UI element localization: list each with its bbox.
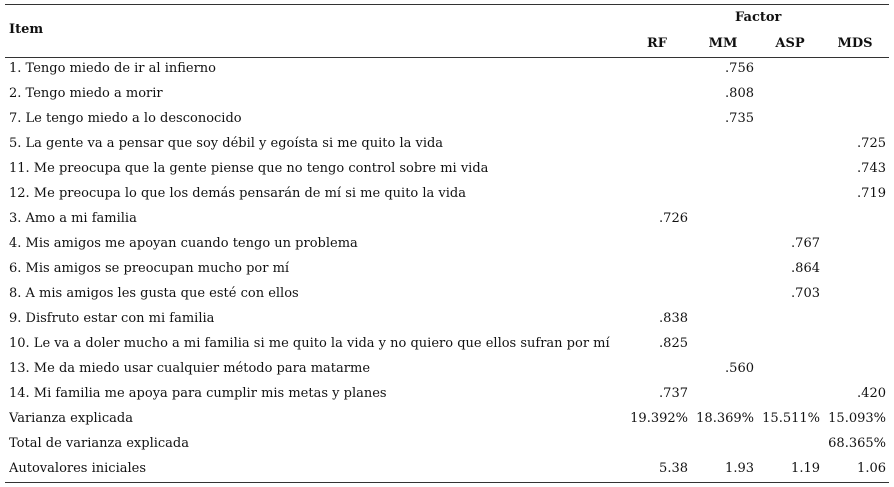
factor-value-cell: .838	[659, 311, 688, 326]
table-row	[0, 232, 894, 257]
factor-value-cell: .735	[725, 111, 754, 126]
column-header-mds: MDS	[837, 36, 873, 51]
factor-value-cell: .864	[791, 261, 820, 276]
factor-value-cell: 18.369%	[696, 411, 754, 426]
table-row	[0, 157, 894, 182]
table-row	[0, 357, 894, 382]
row-label: 13. Me da miedo usar cualquier método para matarme	[9, 361, 371, 376]
factor-value-cell: .719	[857, 186, 886, 201]
row-label: 1. Tengo miedo de ir al infierno	[9, 61, 217, 76]
row-label: Autovalores iniciales	[9, 461, 147, 476]
row-label: 5. La gente va a pensar que soy débil y egoísta si me quito la vida	[9, 136, 444, 151]
table-row	[0, 182, 894, 207]
factor-value-cell: .737	[659, 386, 688, 401]
factor-value-cell: 1.19	[791, 461, 820, 476]
table-row	[0, 332, 894, 357]
row-label: 3. Amo a mi familia	[9, 211, 137, 226]
row-label: 2. Tengo miedo a morir	[9, 86, 163, 101]
column-header-rf: RF	[646, 36, 668, 51]
row-label: 6. Mis amigos se preocupan mucho por mí	[9, 261, 290, 276]
table-row	[0, 307, 894, 332]
table-row	[0, 257, 894, 282]
row-label: 14. Mi familia me apoya para cumplir mis metas y planes	[9, 386, 387, 401]
factor-value-cell: .767	[791, 236, 820, 251]
item-header: Item	[9, 22, 44, 37]
factor-value-cell: 1.06	[857, 461, 886, 476]
factor-value-cell: .726	[659, 211, 688, 226]
table-row	[0, 407, 894, 432]
factor-value-cell: 5.38	[659, 461, 688, 476]
row-label: 9. Disfruto estar con mi familia	[9, 311, 215, 326]
factor-value-cell: .825	[659, 336, 688, 351]
table-row	[0, 282, 894, 307]
row-label: 10. Le va a doler mucho a mi familia si me quito la vida y no quiero que ellos sufran por mí	[9, 336, 610, 351]
column-header-asp: ASP	[775, 36, 805, 51]
table-row	[0, 82, 894, 107]
row-label: 8. A mis amigos les gusta que esté con ellos	[9, 286, 299, 301]
table-row	[0, 457, 894, 482]
row-label: 11. Me preocupa que la gente piense que no tengo control sobre mi vida	[9, 161, 489, 176]
factor-header: Factor	[735, 10, 782, 25]
factor-value-cell: 15.511%	[762, 411, 820, 426]
factor-value-cell: .703	[791, 286, 820, 301]
factor-value-cell: .756	[725, 61, 754, 76]
factor-value-cell: 68.365%	[828, 436, 886, 451]
table-row	[0, 57, 894, 82]
factor-value-cell: .725	[857, 136, 886, 151]
factor-value-cell: 19.392%	[630, 411, 688, 426]
table-row	[0, 107, 894, 132]
row-label: 7. Le tengo miedo a lo desconocido	[9, 111, 242, 126]
table-row	[0, 382, 894, 407]
row-label: 12. Me preocupa lo que los demás pensarán de mí si me quito la vida	[9, 186, 466, 201]
factor-value-cell: 1.93	[725, 461, 754, 476]
bottom-rule	[5, 482, 889, 483]
factor-value-cell: 15.093%	[828, 411, 886, 426]
factor-value-cell: .560	[725, 361, 754, 376]
top-rule	[5, 4, 889, 5]
column-header-mm: MM	[708, 36, 738, 51]
factor-value-cell: .420	[857, 386, 886, 401]
factor-value-cell: .808	[725, 86, 754, 101]
table-row	[0, 207, 894, 232]
row-label: Total de varianza explicada	[9, 436, 189, 451]
factor-value-cell: .743	[857, 161, 886, 176]
row-label: 4. Mis amigos me apoyan cuando tengo un problema	[9, 236, 358, 251]
table-row	[0, 132, 894, 157]
table-row	[0, 432, 894, 457]
row-label: Varianza explicada	[9, 411, 133, 426]
